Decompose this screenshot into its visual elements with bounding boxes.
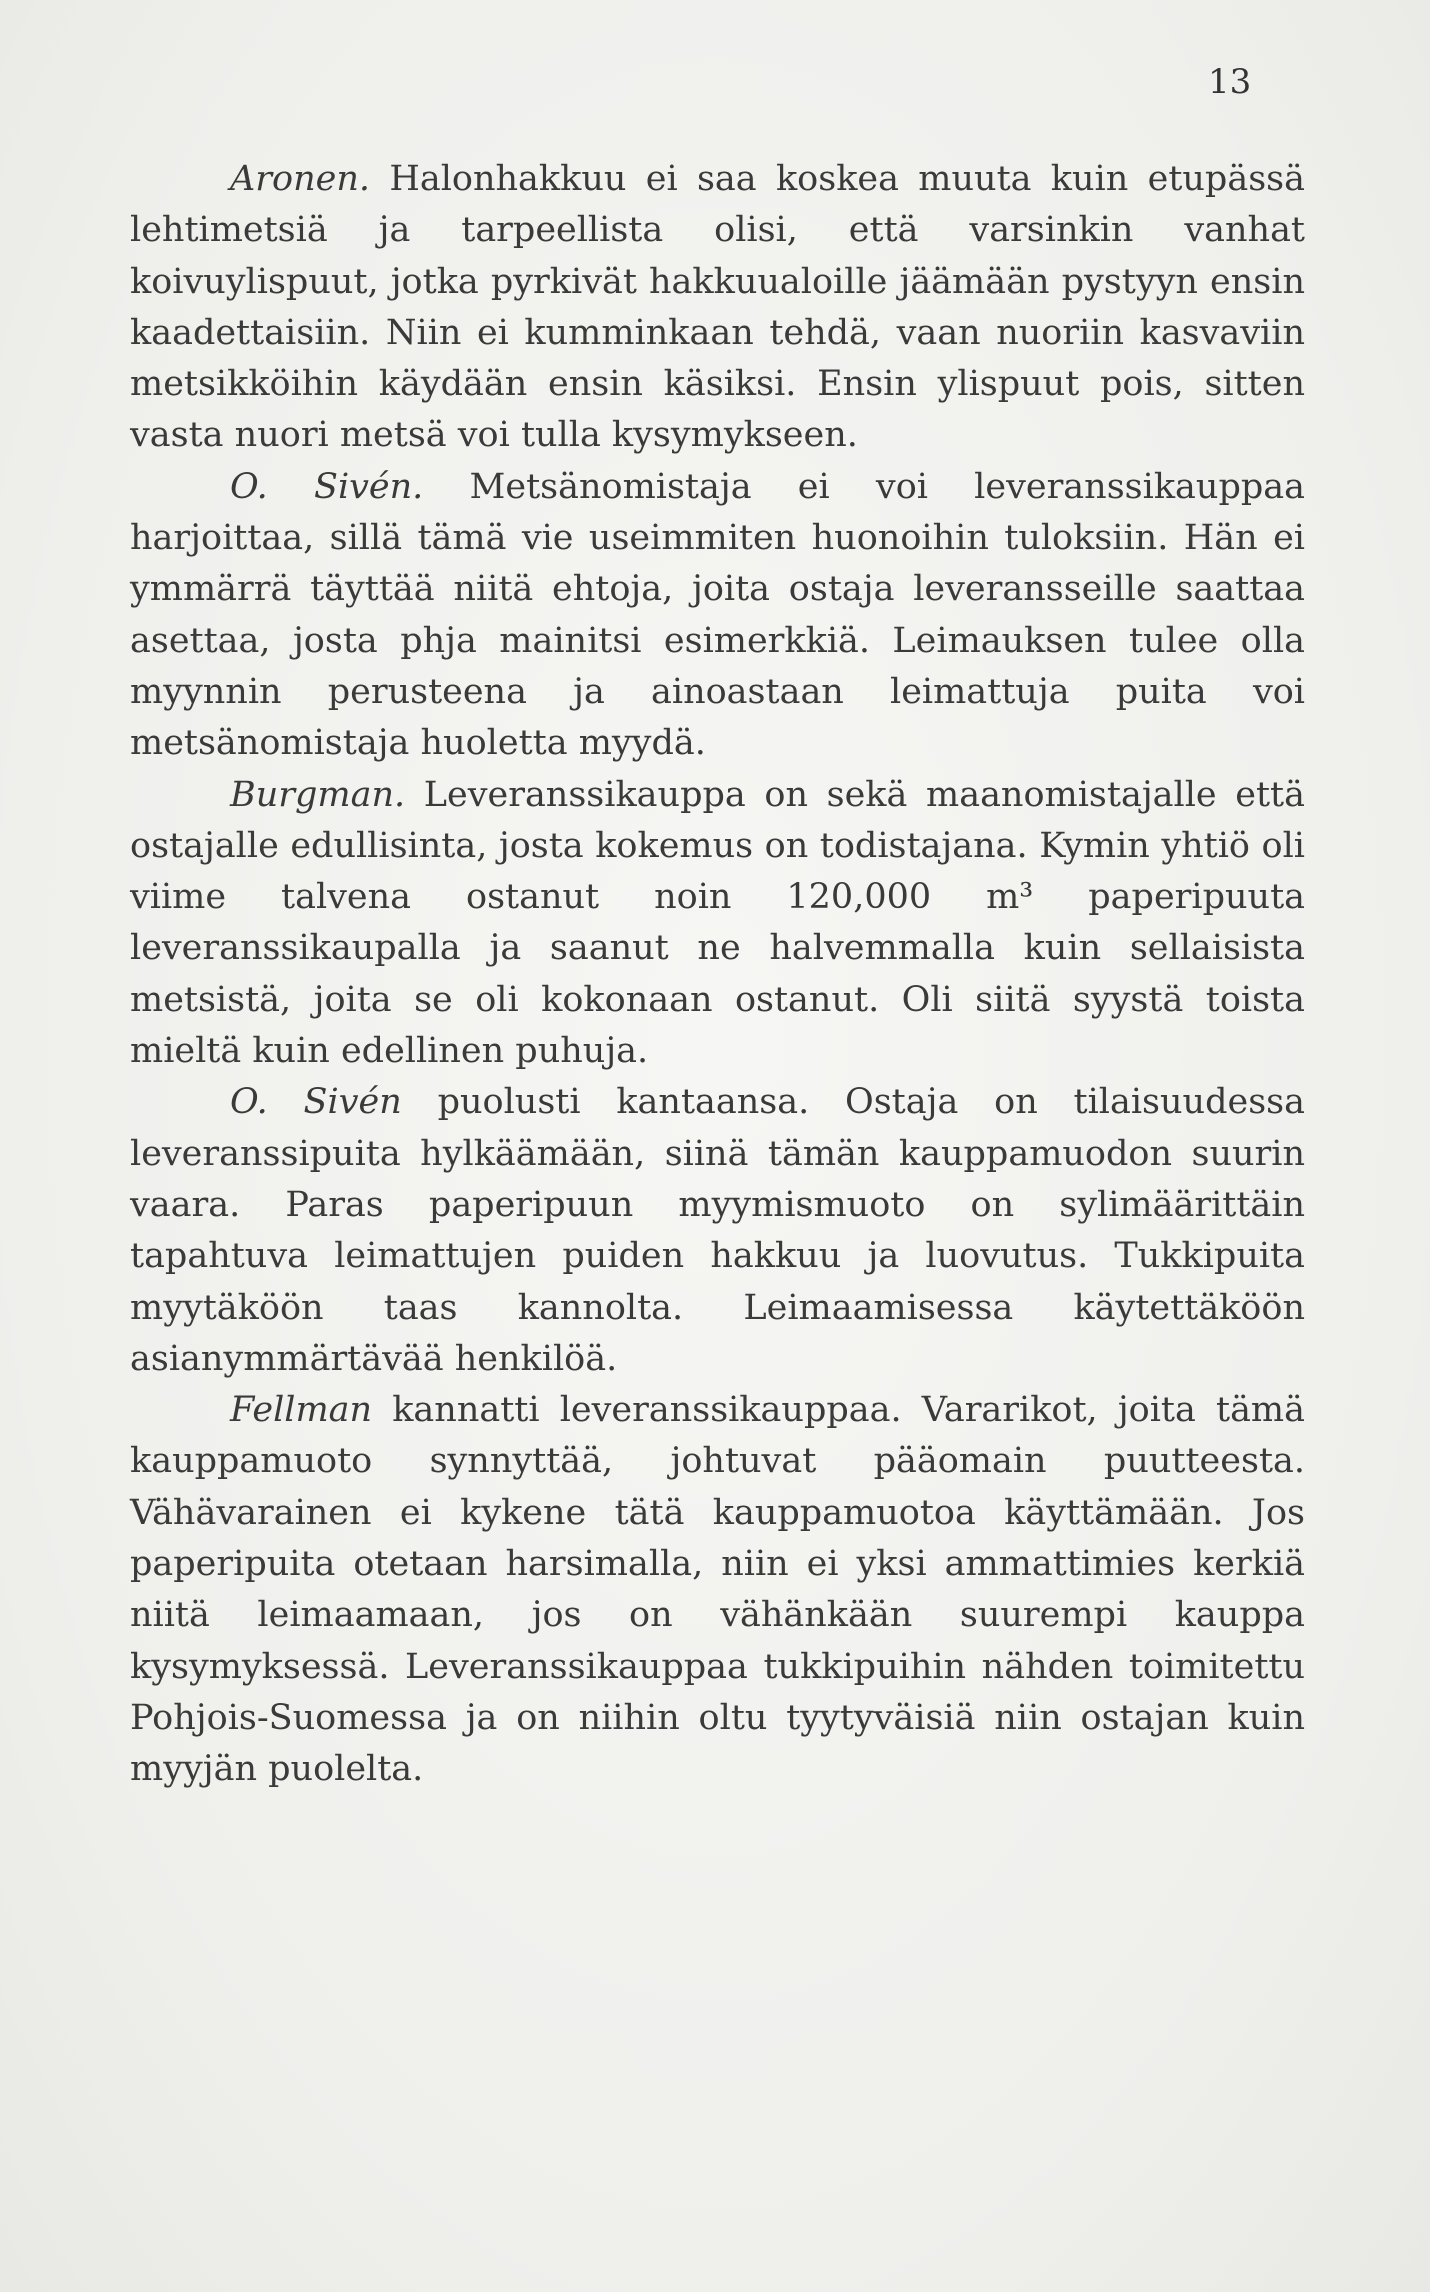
paragraph-fellman [130,1385,1305,1795]
paragraph-siven-2 [130,1077,1305,1385]
paragraph-text: kannatti leveranssikauppaa. Vararikot, joita tämä kauppamuoto synnyttää, johtuvat pääomain puutteesta. Vähävarainen ei kykene tätä kauppamuotoa käyttämään. Jos paperipuita otetaan harsimalla, niin ei yksi ammattimies kerkiä niitä leimaamaan, jos on vähänkään suurempi kauppa kysymyksessä. Leveranssikauppaa tukkipuihin nähden toimitettu Pohjois-Suomessa ja on niihin oltu tyytyväisiä niin ostajan kuin myyjän puolelta. [130,1390,1305,1790]
speaker-name: Burgman. [230,774,406,815]
paragraph-text: Halonhakkuu ei saa koskea muuta kuin etupässä lehtimetsiä ja tarpeellista olisi, että varsinkin vanhat koivuylispuut, jotka pyrkivät hakkuualoille jäämään pystyyn ensin kaadettaisiin. Niin ei kumminkaan tehdä, vaan nuoriin kasvaviin metsikköihin käydään ensin käsiksi. Ensin ylispuut pois, sitten vasta nuori metsä voi tulla kysymykseen. [130,159,1305,456]
paragraph-text: Leveranssikauppa on sekä maanomistajalle että ostajalle edullisinta, josta kokemus on todistajana. Kymin yhtiö oli viime talvena ostanut noin 120,000 m³ paperipuuta leveranssikaupalla ja saanut ne halvemmalla kuin sellaisista metsistä, joita se oli kokonaan ostanut. Oli siitä syystä toista mieltä kuin edellinen puhuja. [130,774,1305,1072]
paragraph-aronen [130,154,1305,462]
paragraph-siven-1 [130,462,1305,770]
speaker-name: Aronen. [230,159,370,199]
speaker-name: O. Sivén. [230,466,424,507]
speaker-name: Fellman [230,1390,373,1431]
paragraph-burgman [130,770,1305,1078]
paragraph-text: puolusti kantaansa. Ostaja on tilaisuudessa leveranssipuita hylkäämään, siinä tämän kauppamuodon suurin vaara. Paras paperipuun myymismuoto on sylimäärittäin tapahtuva leimattujen puiden hakkuu ja luovutus. Tukkipuita myytäköön taas kannolta. Leimaamisessa käytettäköön asianymmärtävää henkilöä. [130,1082,1305,1379]
speaker-name: O. Sivén [230,1082,402,1123]
paragraph-text: Metsänomistaja ei voi leveranssikauppaa harjoittaa, sillä tämä vie useimmiten huonoihin tuloksiin. Hän ei ymmärrä täyttää niitä ehtoja, joita ostaja leveransseille saattaa asettaa, josta phja mainitsi esimerkkiä. Leimauksen tulee olla myynnin perusteena ja ainoastaan leimattuja puita voi metsänomistaja huoletta myydä. [130,466,1305,764]
body-text [130,154,1305,1796]
page-number: 13 [1208,62,1252,102]
